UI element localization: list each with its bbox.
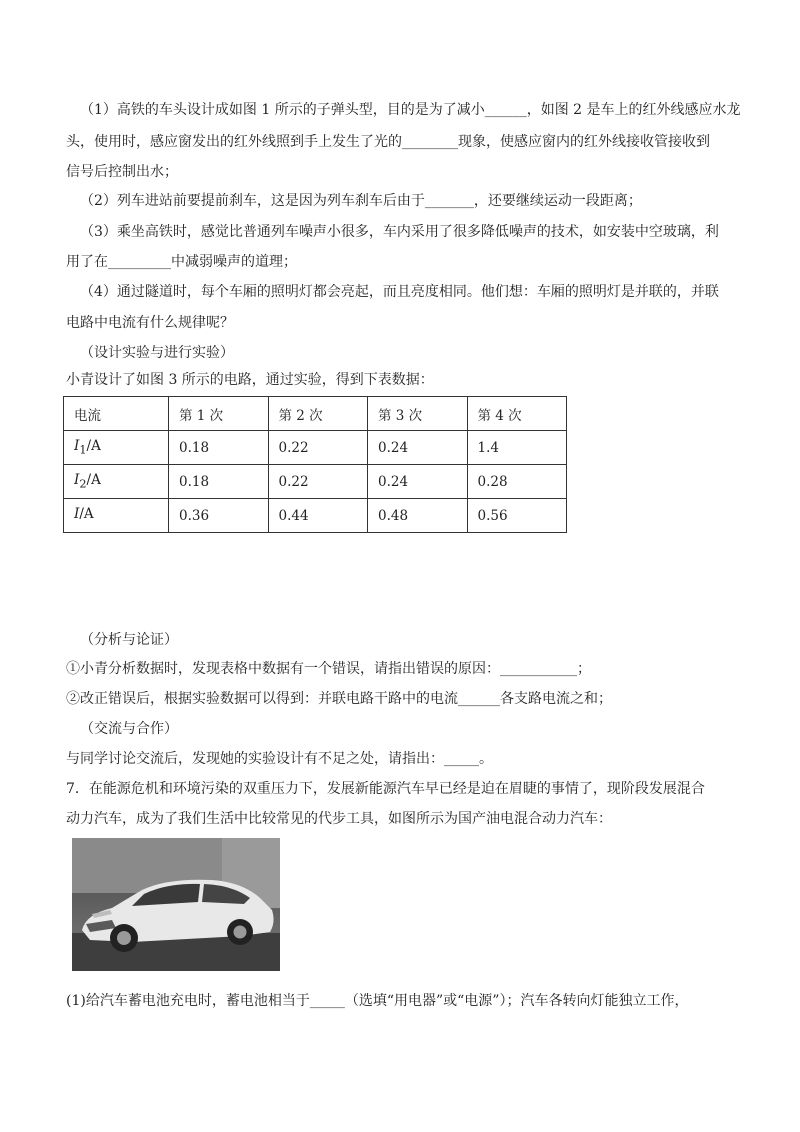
current-symbol: I (74, 438, 80, 455)
table-header-row (64, 397, 567, 431)
hybrid-car-photo (72, 838, 280, 971)
header-cell: 第 2 次 (268, 397, 368, 431)
paragraph-1-line-2: 头，使用时，感应窗发出的红外线照到手上发生了光的________现象，使感应窗内的红外线接收管接收到 (66, 134, 710, 150)
table-cell: 0.22 (268, 465, 368, 499)
table-row (64, 431, 567, 465)
table-row (64, 499, 567, 533)
table-cell: 0.48 (368, 499, 468, 533)
table-cell: 1.4 (467, 431, 567, 465)
current-unit: /A (86, 438, 101, 455)
header-cell: 第 3 次 (368, 397, 468, 431)
paragraph-4-line-2: 电路中电流有什么规律呢？ (66, 315, 234, 331)
question-3: 与同学讨论交流后，发现她的实验设计有不足之处，请指出：_____。 (66, 751, 493, 767)
paragraph-3-line-1: （3）乘坐高铁时，感觉比普通列车噪声小很多，车内采用了很多降低噪声的技术，如安装中空玻璃，利 (80, 224, 719, 240)
table-row (64, 465, 567, 499)
problem-7-line-1: 7．在能源危机和环境污染的双重压力下，发展新能源汽车早已经是迫在眉睫的事情了，现阶段发展混合 (66, 781, 705, 797)
paragraph-4-line-1: （4）通过隧道时，每个车厢的照明灯都会亮起，而且亮度相同。他们想：车厢的照明灯是并联的，并联 (80, 284, 719, 300)
table-cell: 0.28 (467, 465, 567, 499)
current-data-table (63, 396, 567, 533)
header-cell: 电流 (64, 397, 169, 431)
current-subscript: 1 (79, 443, 87, 457)
paragraph-1-line-3: 信号后控制出水； (66, 164, 178, 180)
header-cell: 第 4 次 (467, 397, 567, 431)
table-cell: 0.24 (368, 465, 468, 499)
paragraph-2: （2）列车进站前要提前刹车，这是因为列车刹车后由于_______，还要继续运动一段距离； (80, 193, 642, 209)
question-2: ②改正错误后，根据实验数据可以得到：并联电路干路中的电流______各支路电流之和； (66, 691, 612, 707)
intro-text: 小青设计了如图 3 所示的电路，通过实验，得到下表数据： (66, 372, 434, 388)
paragraph-1-line-1: （1）高铁的车头设计成如图 1 所示的子弹头型，目的是为了减小______，如图 2 是车上的红外线感应水龙 (80, 102, 741, 118)
question-1: ①小青分析数据时，发现表格中数据有一个错误，请指出错误的原因：___________； (66, 661, 591, 677)
table-cell: 0.22 (268, 431, 368, 465)
table-cell: 0.56 (467, 499, 567, 533)
current-unit: /A (79, 506, 94, 523)
table-cell: 0.44 (268, 499, 368, 533)
problem-7-line-2: 动力汽车，成为了我们生活中比较常见的代步工具，如图所示为国产油电混合动力汽车： (66, 811, 612, 827)
car-illustration (72, 838, 280, 971)
problem-7-part-1: (1)给汽车蓄电池充电时，蓄电池相当于_____（选填“用电器”或“电源”）；汽车各转向灯能独立工作， (66, 993, 689, 1009)
row-label (64, 465, 169, 499)
header-cell: 第 1 次 (169, 397, 269, 431)
design-heading: （设计实验与进行实验） (80, 345, 234, 361)
row-label (64, 499, 169, 533)
table-cell: 0.18 (169, 465, 269, 499)
current-symbol: I (74, 506, 80, 523)
paragraph-3-line-2: 用了在_________中减弱噪声的道理； (66, 254, 297, 270)
current-symbol: I (74, 472, 80, 489)
table-cell: 0.36 (169, 499, 269, 533)
current-subscript: 2 (79, 477, 87, 491)
table-cell: 0.24 (368, 431, 468, 465)
current-unit: /A (86, 472, 101, 489)
row-label (64, 431, 169, 465)
table-cell: 0.18 (169, 431, 269, 465)
exchange-heading: （交流与合作） (80, 721, 178, 737)
analysis-heading: （分析与论证） (80, 632, 178, 648)
